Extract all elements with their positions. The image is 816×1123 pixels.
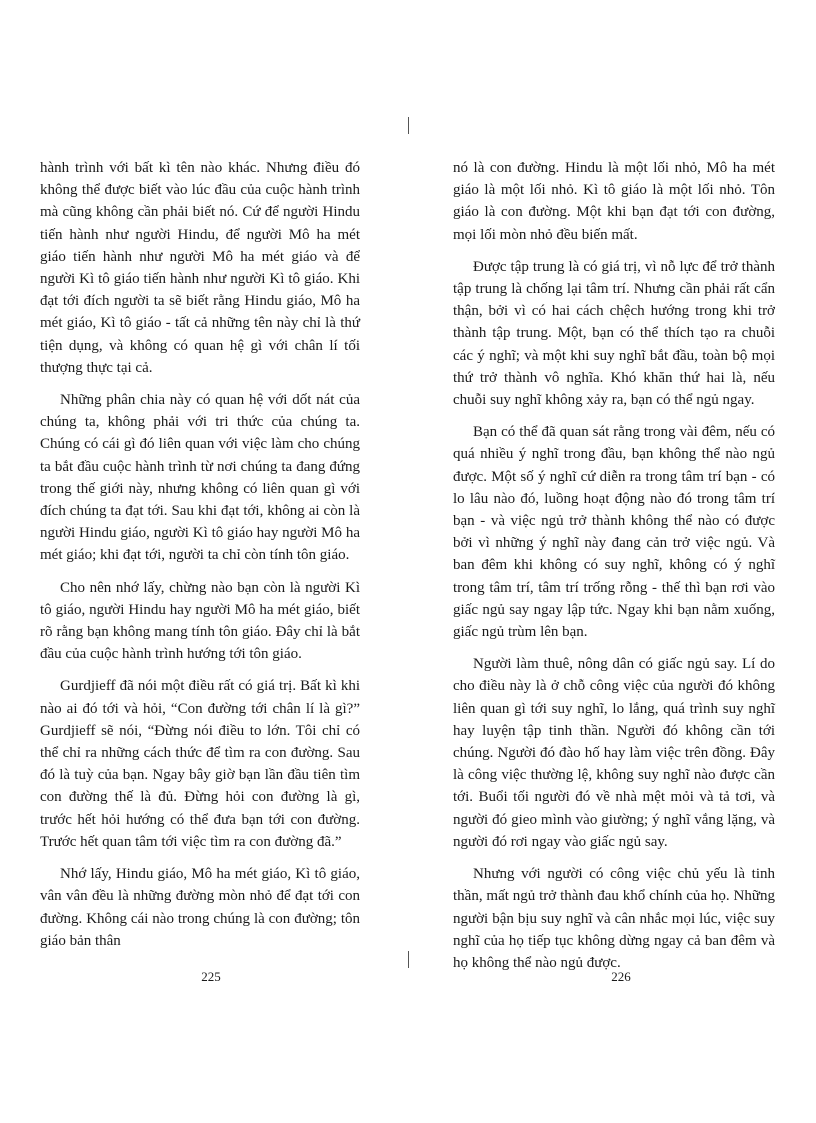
paragraph: Gurdjieff đã nói một điều rất có giá trị. Bất kì khi nào ai đó tới và hỏi, “Con đường tới chân lí là gì?” Gurdjieff sẽ nói, “Đừng nói điều to lớn. Tôi chỉ có thể chỉ ra những cách thức để tìm ra con đường. Sau đó là tuỳ của bạn. Ngay bây giờ bạn lần đầu tiên tìm con đường thế là đủ. Đừng hỏi con đường là gì, trước hết hỏi hướng có thể đưa bạn tới con đường. Trước hết quan tâm tới việc tìm ra con đường đã.” <box>40 678 360 850</box>
paragraph: hành trình với bất kì tên nào khác. Nhưng điều đó không thể được biết vào lúc đầu của cuộc hành trình mà cũng không cần phải biết nó. Cứ để người Hindu tiến hành như người Hindu, để người Mô ha mét giáo tiến hành như người Mô ha mét giáo và để người Kì tô giáo tiến hành như người Kì tô giáo. Khi đạt tới đích người ta sẽ biết rằng Hindu giáo, Mô ha mét giáo, Kì tô giáo - tất cả những tên này chỉ là thứ tiện dụng, và không có quan hệ gì với chân lí tối thượng thực tại cả. <box>40 160 360 376</box>
bottom-gutter-mark <box>408 951 409 968</box>
paragraph: Bạn có thể đã quan sát rằng trong vài đêm, nếu có quá nhiều ý nghĩ trong đầu, bạn không thể nào ngủ được. Một số ý nghĩ cứ diễn ra trong tâm trí bạn - có lo lâu nào đó, luồng hoạt động nào đó trong tâm trí bạn - và việc ngủ trở thành không thể nào có được bởi vì những ý nghĩ này đang cản trở việc ngủ. Và ban đêm khi không có suy nghĩ, không có ý nghĩ trong tâm trí, tâm trí trống rỗng - thế thì bạn rơi vào giấc ngủ say ngay lập tức. Ngay khi bạn nằm xuống, giấc ngủ trùm lên bạn. <box>453 424 775 641</box>
top-gutter-mark <box>408 117 409 134</box>
paragraph: Những phân chia này có quan hệ với dốt nát của chúng ta, không phải với tri thức của chúng ta. Chúng có cái gì đó liên quan với việc làm cho chúng ta bắt đầu cuộc hành trình từ nơi chúng ta đang đứng trong thế giới này, nhưng không có liên quan gì với đích chúng ta đạt tới. Sau khi đạt tới, không ai còn là người Hindu giáo, người Kì tô giáo hay người Mô ha mét giáo; khi đạt tới, người ta chỉ còn tính tôn giáo. <box>40 392 360 564</box>
paragraph: Nhưng với người có công việc chủ yếu là tinh thần, mất ngủ trở thành đau khổ chính của họ. Những người bận bịu suy nghĩ và cân nhắc mọi lúc, việc suy nghĩ của họ tiếp tục không dừng ngay cả ban đêm và họ không thể nào ngủ được. <box>453 866 775 971</box>
right-page-number: 226 <box>611 969 631 984</box>
paragraph: Nhớ lấy, Hindu giáo, Mô ha mét giáo, Kì tô giáo, vân vân đều là những đường mòn nhỏ để đạt tới con đường. Không cái nào trong chúng là con đường; tôn giáo bản thân <box>40 866 360 949</box>
paragraph: nó là con đường. Hindu là một lối nhỏ, Mô ha mét giáo là một lối nhỏ. Kì tô giáo là một lối nhỏ. Tôn giáo là con đường. Một khi bạn đạt tới con đường, mọi lối mòn nhỏ đều biến mất. <box>453 160 775 243</box>
left-page-number: 225 <box>201 969 221 984</box>
paragraph: Người làm thuê, nông dân có giấc ngủ say. Lí do cho điều này là ở chỗ công việc của người đó không liên quan gì tới suy nghĩ, lo lắng, quá trình suy nghĩ hay luyện tập tinh thần. Người đó không cần tới chúng. Người đó đào hố hay làm việc trên đồng. Đây là công việc thường lệ, không suy nghĩ nào được cần tới. Buổi tối người đó về nhà mệt mỏi và tả tơi, và người đó gieo mình vào giường; ý nghĩ vắng lặng, và người đó rơi ngay vào giấc ngủ say. <box>453 656 775 850</box>
right-page-text <box>453 157 775 984</box>
paragraph: Được tập trung là có giá trị, vì nỗ lực để trở thành tập trung là chống lại tâm trí. Nhưng cần phải rất cẩn thận, bởi vì có hai cách chệch hướng trong khi trở thành tập trung. Một, bạn có thể thích tạo ra chuỗi các ý nghĩ; và một khi suy nghĩ bắt đầu, toàn bộ mọi thứ trở thành vô nghĩa. Khó khăn thứ hai là, nếu chuỗi suy nghĩ không xảy ra, bạn có thể ngủ ngay. <box>453 258 775 409</box>
paragraph: Cho nên nhớ lấy, chừng nào bạn còn là người Kì tô giáo, người Hindu hay người Mô ha mét giáo, biết rõ rằng bạn không mang tính tôn giáo. Đây chỉ là bắt đầu của cuộc hành trình hướng tới tôn giáo. <box>40 579 360 663</box>
left-page-text <box>40 157 360 962</box>
